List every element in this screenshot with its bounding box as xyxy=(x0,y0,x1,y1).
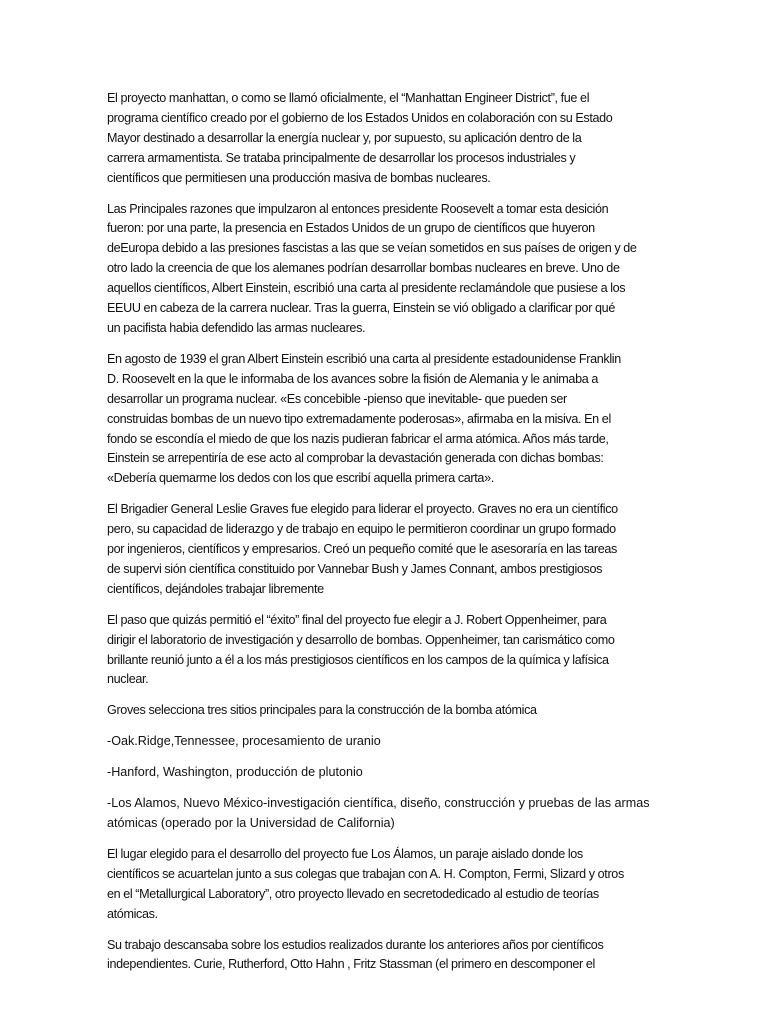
text-line: científicos que permitiesen una producción masiva de bombas nucleares. xyxy=(107,170,491,185)
document-body xyxy=(107,89,650,986)
text-line: nuclear. xyxy=(107,672,149,687)
paragraph-prior-studies xyxy=(107,936,647,976)
text-line: otro lado la creencia de que los alemanes podrían desarrollar bombas nucleares en breve. Uno de xyxy=(107,261,620,276)
text-line: un pacifista habia defendido las armas nucleares. xyxy=(107,320,366,335)
list-item-oak-ridge xyxy=(107,732,647,752)
text-line: -Oak.Ridge,Tennessee, procesamiento de uranio xyxy=(107,734,381,749)
text-line: Mayor destinado a desarrollar la energía nuclear y, por supuesto, su aplicación dentro de la xyxy=(107,130,582,145)
text-line: Groves selecciona tres sitios principales para la construcción de la bomba atómica xyxy=(107,703,537,718)
text-line: aquellos científicos, Albert Einstein, escribió una carta al presidente reclamándole que pusiese a los xyxy=(107,281,626,296)
paragraph-oppenheimer xyxy=(107,611,647,691)
paragraph-reasons xyxy=(107,200,647,339)
text-line: carrera armamentista. Se trataba principalmente de desarrollar los procesos industriales y xyxy=(107,150,576,165)
paragraph-sites-intro xyxy=(107,701,647,721)
text-line: programa científico creado por el gobierno de los Estados Unidos en colaboración con su Estado xyxy=(107,110,613,125)
text-line: brillante reunió junto a él a los más prestigiosos científicos en los campos de la química y lafísica xyxy=(107,652,609,667)
text-line: deEuropa debido a las presiones fascistas a las que se veían sometidos en sus países de origen y de xyxy=(107,241,637,256)
text-line: Las Principales razones que impulzaron al entonces presidente Roosevelt a tomar esta desición xyxy=(107,201,609,216)
paragraph-los-alamos-site xyxy=(107,845,647,925)
text-line: El lugar elegido para el desarrollo del proyecto fue Los Álamos, un paraje aislado donde los xyxy=(107,846,583,861)
paragraph-einstein-letter xyxy=(107,350,647,489)
text-line: D. Roosevelt en la que le informaba de los avances sobre la fisión de Alemania y le animaba a xyxy=(107,371,598,386)
text-line: dirigir el laboratorio de investigación y desarrollo de bombas. Oppenheimer, tan carismático como xyxy=(107,632,615,647)
text-line: pero, su capacidad de liderazgo y de trabajo en equipo le permitieron coordinar un grupo formado xyxy=(107,522,616,537)
text-line: independientes. Curie, Rutherford, Otto Hahn , Fritz Stassman (el primero en descomponer el xyxy=(107,957,595,972)
text-line: EEUU en cabeza de la carrera nuclear. Tras la guerra, Einstein se vió obligado a clarificar por qué xyxy=(107,301,615,316)
text-line: El proyecto manhattan, o como se llamó oficialmente, el “Manhattan Engineer District”, fue el xyxy=(107,91,590,105)
text-line: El paso que quizás permitió el “éxito” final del proyecto fue elegir a J. Robert Oppenheimer, para xyxy=(107,612,607,627)
paragraph-manhattan-intro xyxy=(107,89,647,189)
text-line: científicos, dejándoles trabajar libremente xyxy=(107,581,324,596)
text-line: Einstein se arrepentiría de ese acto al comprobar la devastación generada con dichas bombas: xyxy=(107,451,604,466)
text-line: en el “Metallurgical Laboratory”, otro proyecto llevado en secretodedicado al estudio de teorías xyxy=(107,886,599,901)
paragraph-graves xyxy=(107,500,647,600)
text-line: desarrollar un programa nuclear. «Es concebible -pienso que inevitable- que pueden ser xyxy=(107,391,567,406)
text-line: Su trabajo descansaba sobre los estudios realizados durante los anteriores años por científicos xyxy=(107,937,604,952)
text-line: fueron: por una parte, la presencia en Estados Unidos de un grupo de científicos que huyeron xyxy=(107,221,595,236)
list-item-los-alamos xyxy=(107,794,650,834)
text-line: «Debería quemarme los dedos con los que escribí aquella primera carta». xyxy=(107,471,494,486)
text-line: El Brigadier General Leslie Graves fue elegido para liderar el proyecto. Graves no era un científico xyxy=(107,502,618,517)
text-line: atómicas. xyxy=(107,906,158,921)
text-line: construidas bombas de un nuevo tipo extremadamente poderosas», afirmaba en la misiva. En el xyxy=(107,411,611,426)
text-line: atómicas (operado por la Universidad de California) xyxy=(107,816,395,830)
text-line: de supervi sión científica constituido por Vannebar Bush y James Connant, ambos prestigiosos xyxy=(107,561,603,576)
text-line: En agosto de 1939 el gran Albert Einstein escribió una carta al presidente estadounidense Franklin xyxy=(107,351,621,366)
text-line: fondo se escondía el miedo de que los nazis pudieran fabricar el arma atómica. Años más tarde, xyxy=(107,431,609,446)
text-line: científicos se acuartelan junto a sus colegas que trabajan con A. H. Compton, Fermi, Slizard y otros xyxy=(107,866,624,881)
text-line: por ingenieros, científicos y empresarios. Creó un pequeño comité que le asesoraría en las tareas xyxy=(107,542,617,557)
list-item-hanford xyxy=(107,763,647,783)
text-line: -Hanford, Washington, producción de plutonio xyxy=(107,765,363,780)
text-line: -Los Alamos, Nuevo México-investigación científica, diseño, construcción y pruebas de las armas xyxy=(107,796,650,811)
